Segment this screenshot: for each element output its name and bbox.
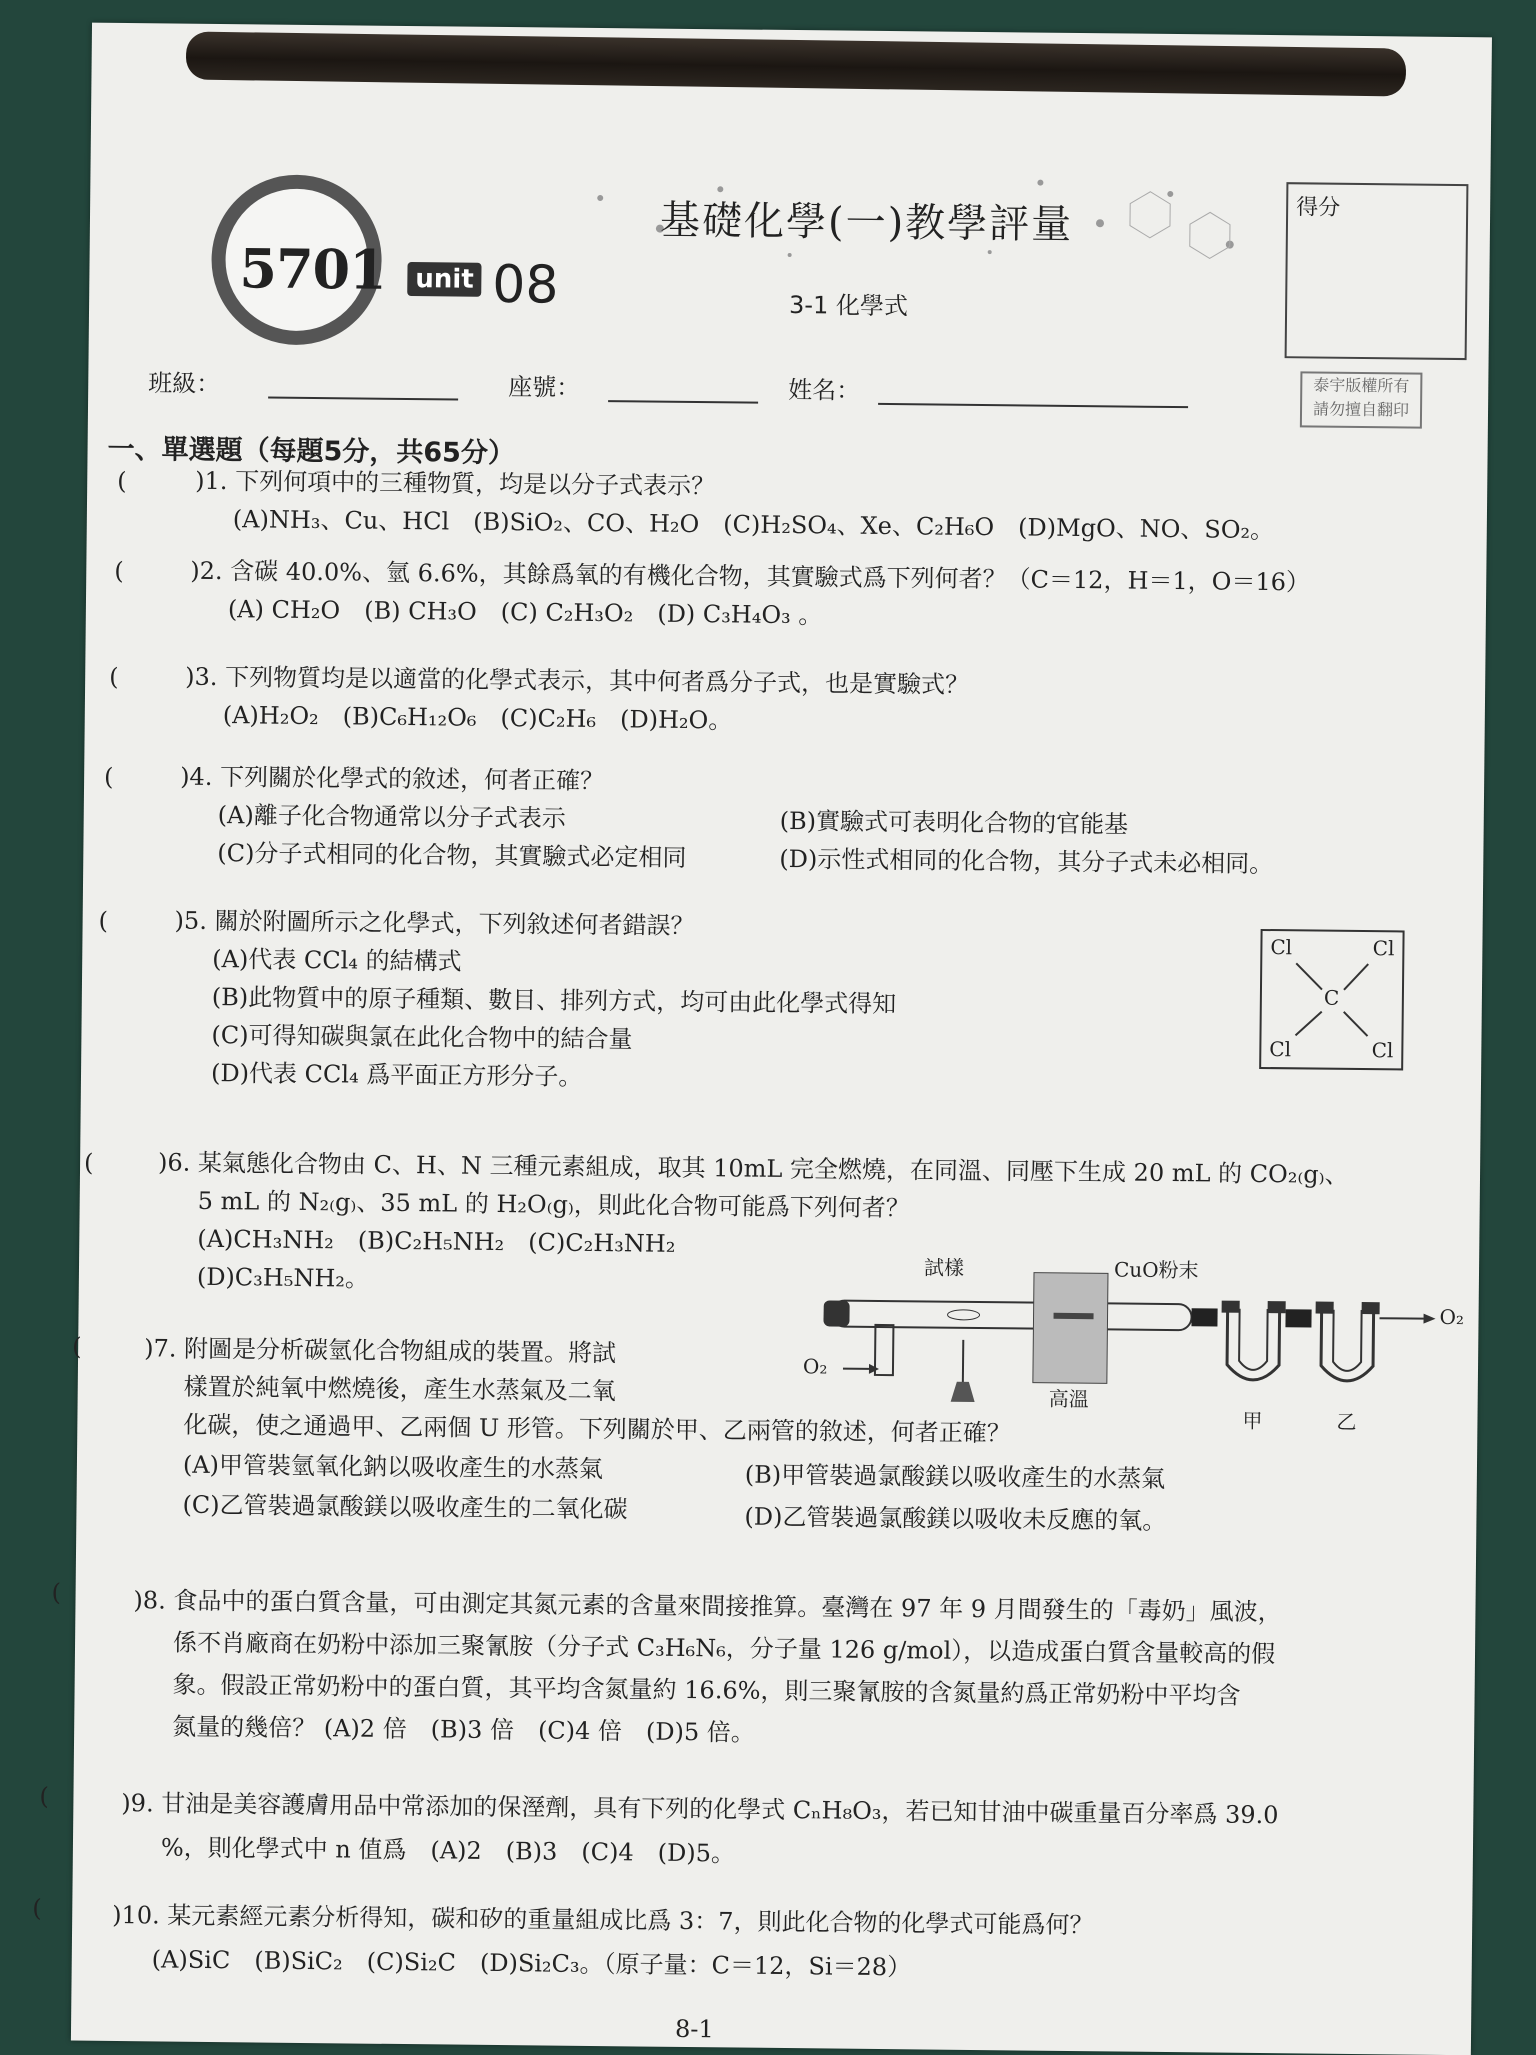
answer-blank-q10[interactable]: ( — [32, 1894, 42, 1922]
stamp-line-1: 泰宇版權所有 — [1302, 373, 1420, 398]
q7-number: )7. — [144, 1334, 177, 1362]
page-title: 基礎化學(一)教學評量 — [660, 189, 1074, 250]
question-9 — [121, 1781, 1279, 1881]
q9-number: )9. — [121, 1789, 154, 1817]
question-7 — [142, 1329, 1344, 1582]
q5-number: )5. — [174, 907, 207, 935]
unit-label: unit — [407, 262, 482, 297]
q4-option-c: (C)分子式相同的化合物，其實驗式必定相同 — [217, 834, 686, 877]
q8-line-3: 象。假設正常奶粉中的蛋白質，其平均含氮量約 16.6%，則三聚氰胺的含氮量約爲正常奶粉中平均含 — [132, 1663, 1281, 1717]
q3-options: (A)H₂O₂ (B)C₆H₁₂O₆ (C)C₂H₆ (D)H₂O。 — [185, 696, 969, 742]
answer-blank-q5[interactable]: ( — [98, 907, 108, 935]
stamp-line-2: 請勿擅自翻印 — [1302, 397, 1420, 422]
label-o2-in: O₂ — [803, 1354, 828, 1378]
answer-blank-q7[interactable]: ( — [72, 1333, 82, 1361]
q10-number: )10. — [112, 1901, 160, 1929]
q8-line-1: 食品中的蛋白質含量，可由測定其氮元素的含量來間接推算。臺灣在 97 年 9 月間發生的「毒奶」風波， — [173, 1587, 1282, 1627]
fig-cl-top-right: Cl — [1373, 936, 1395, 960]
q2-stem: 含碳 40.0%、氫 6.6%，其餘爲氧的有機化合物，其實驗式爲下列何者？（C＝12，H＝1，O＝16） — [230, 557, 1310, 596]
q5-option-d: (D)代表 CCl₄ 爲平面正方形分子。 — [173, 1054, 896, 1100]
answer-blank-q8[interactable]: ( — [51, 1578, 61, 1606]
fig-cl-bottom-right: Cl — [1372, 1038, 1394, 1062]
q8-line-2: 係不肖廠商在奶粉中添加三聚氰胺（分子式 C₃H₆N₆，分子量 126 g/mol），以造成蛋白質含量較高的假 — [133, 1621, 1282, 1675]
score-box[interactable] — [1285, 182, 1469, 360]
fig-cl-top-left: Cl — [1270, 935, 1292, 959]
question-3 — [185, 658, 970, 742]
q4-number: )4. — [180, 763, 213, 791]
seat-label: 座號： — [508, 367, 580, 403]
q7-option-c: (C)乙管裝過氯酸鎂以吸收產生的二氧化碳 — [182, 1486, 627, 1529]
answer-blank-q1[interactable]: ( — [117, 467, 127, 495]
logo-number: 5701 — [239, 236, 386, 302]
section-title: 一、單選題（每題5分，共65分） — [107, 427, 515, 470]
question-4 — [179, 758, 1380, 891]
q7-stem-1: 附圖是分析碳氫化合物組成的裝置。將試 — [184, 1335, 616, 1368]
answer-blank-q2[interactable]: ( — [114, 557, 124, 585]
q6-stem-2: 5 mL 的 N₂₍g₎、35 mL 的 H₂O₍g₎，則此化合物可能爲下列何者？ — [158, 1181, 1349, 1231]
question-8 — [132, 1579, 1282, 1759]
page-number: 8-1 — [675, 2015, 714, 2043]
name-label: 姓名： — [788, 370, 860, 406]
q5-option-b: (B)此物質中的原子種類、數目、排列方式，均可由此化學式得知 — [174, 978, 897, 1024]
q5-option-a: (A)代表 CCl₄ 的結構式 — [174, 940, 897, 986]
q2-number: )2. — [190, 557, 223, 585]
answer-blank-q4[interactable]: ( — [104, 763, 114, 791]
fig-bond-lines — [1261, 931, 1402, 1068]
unit-number: 08 — [492, 255, 559, 316]
q1-number: )1. — [195, 467, 228, 495]
label-o2-out: O₂ — [1439, 1305, 1464, 1329]
q6-options-2: (D)C₃H₅NH₂。 — [157, 1257, 1348, 1307]
q5-option-c: (C)可得知碳與氯在此化合物中的結合量 — [173, 1016, 896, 1062]
question-10 — [112, 1893, 1094, 1991]
answer-blank-q9[interactable]: ( — [39, 1782, 49, 1810]
q8-line-4: 氮量的幾倍？ (A)2 倍 (B)3 倍 (C)4 倍 (D)5 倍。 — [132, 1705, 1281, 1759]
q6-options-1: (A)CH₃NH₂ (B)C₂H₅NH₂ (C)C₂H₃NH₂ — [157, 1219, 1348, 1269]
q6-number: )6. — [158, 1148, 191, 1176]
q4-option-b: (B)實驗式可表明化合物的官能基 — [780, 802, 1129, 844]
answer-blank-q3[interactable]: ( — [109, 663, 119, 691]
q7-option-a: (A)甲管裝氫氧化鈉以吸收產生的水蒸氣 — [183, 1446, 603, 1488]
copyright-stamp — [1300, 371, 1423, 428]
q5-stem: 關於附圖所示之化學式，下列敘述何者錯誤？ — [214, 907, 694, 940]
q8-number: )8. — [133, 1586, 166, 1614]
q2-options: (A) CH₂O (B) CH₃O (C) C₂H₃O₂ (D) C₃H₄O₃ 。 — [190, 590, 1310, 640]
label-sample: 試樣 — [924, 1251, 964, 1280]
q9-line-2: %，則化學式中 n 值爲 (A)2 (B)3 (C)4 (D)5。 — [121, 1825, 1279, 1881]
class-label: 班級： — [148, 363, 220, 399]
class-field[interactable] — [268, 397, 458, 401]
q4-stem: 下列關於化學式的敘述，何者正確？ — [220, 763, 604, 795]
question-2 — [190, 552, 1310, 640]
q7-option-d: (D)乙管裝過氯酸鎂以吸收未反應的氧。 — [744, 1498, 1166, 1540]
q4-option-d: (D)示性式相同的化合物，其分子式未必相同。 — [779, 840, 1273, 883]
q4-option-a: (A)離子化合物通常以分子式表示 — [218, 796, 566, 838]
label-tube-yi: 乙 — [1336, 1406, 1356, 1435]
label-cuo-powder: CuO粉末 — [1114, 1253, 1199, 1283]
page-subtitle: 3-1 化學式 — [789, 285, 908, 321]
label-high-temp: 高溫 — [1049, 1383, 1089, 1412]
q7-stem-2: 樣置於純氧中燃燒後，產生水蒸氣及二氧 — [144, 1367, 1344, 1418]
q10-line-1: 某元素經元素分析得知，碳和矽的重量組成比爲 3：7，則此化合物的化學式可能爲何？ — [167, 1902, 1093, 1940]
question-5 — [173, 902, 897, 1100]
answer-blank-q6[interactable]: ( — [84, 1149, 94, 1177]
q9-line-1: 甘油是美容護膚用品中常添加的保溼劑，具有下列的化學式 CₙH₈O₃，若已知甘油中碳重量百分率爲 39.0 — [161, 1789, 1279, 1829]
q10-line-2: (A)SiC (B)SiC₂ (C)Si₂C (D)Si₂C₃。（原子量：C＝12，Si＝28） — [112, 1937, 1094, 1991]
q1-options: (A)NH₃、Cu、HCl (B)SiO₂、CO、H₂O (C)H₂SO₄、Xe、C₂H₆O (D)MgO、NO、SO₂。 — [195, 500, 1275, 549]
worksheet-page — [71, 23, 1492, 2055]
name-field[interactable] — [878, 403, 1188, 408]
fig-cl-bottom-left: Cl — [1269, 1037, 1291, 1061]
label-tube-jia: 甲 — [1242, 1405, 1262, 1434]
score-label: 得分 — [1296, 190, 1340, 221]
q7-option-b: (B)甲管裝過氯酸鎂以吸收產生的水蒸氣 — [745, 1456, 1166, 1498]
question-1 — [195, 462, 1275, 549]
q3-stem: 下列物質均是以適當的化學式表示，其中何者爲分子式，也是實驗式？ — [225, 663, 969, 699]
q1-stem: 下列何項中的三種物質，均是以分子式表示？ — [235, 467, 715, 500]
q7-stem-3: 化碳，使之通過甲、乙兩個 U 形管。下列關於甲、乙兩管的敘述，何者正確？ — [143, 1405, 1343, 1456]
q3-number: )3. — [185, 663, 218, 691]
seat-field[interactable] — [608, 400, 758, 404]
q6-stem-1: 某氣態化合物由 C、H、N 三種元素組成，取其 10mL 完全燃燒，在同溫、同壓下生成 20 mL 的 CO₂₍g₎、 — [198, 1149, 1349, 1189]
fig-c-center: C — [1324, 986, 1340, 1010]
ccl4-figure — [1259, 929, 1404, 1071]
